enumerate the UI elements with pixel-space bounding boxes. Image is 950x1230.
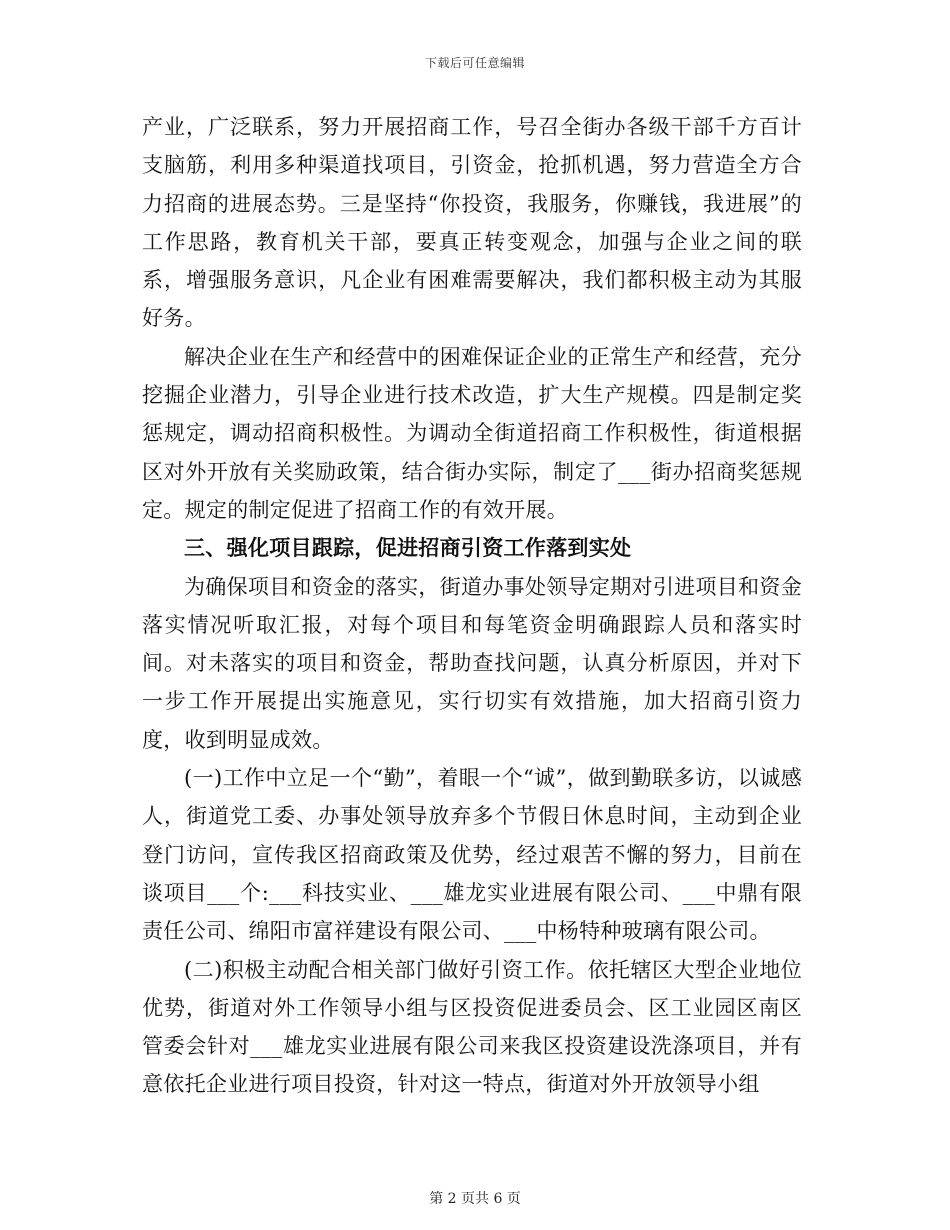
page-footer: 第 2 页共 6 页 xyxy=(429,1191,521,1207)
paragraph-item-one: (一)工作中立足一个“勤”，着眼一个“诚”，做到勤联多访，以诚感人，街道党工委、办事处领导放弃多个节假日休息时间，主动到企业登门访问，宣传我区招商政策及优势，经过艰苦不懈的努力，目前在谈项目___个:___科技实业、___雄龙实业进展有限公司、___中鼎有限责任公司、绵阳市富祥建设有限公司、___中杨特种玻璃有限公司。 xyxy=(142,766,802,944)
paragraph-item-two: (二)积极主动配合相关部门做好引资工作。依托辖区大型企业地位优势，街道对外工作领导小组与区投资促进委员会、区工业园区南区管委会针对___雄龙实业进展有限公司来我区投资建设洗涤项目，并有意依托企业进行项目投资，针对这一特点，街道对外开放领导小组 xyxy=(142,957,802,1097)
paragraph-continuation: 产业，广泛联系，努力开展招商工作，号召全街办各级干部千方百计支脑筋，利用多种渠道找项目，引资金，抢抓机遇，努力营造全方合力招商的进展态势。三是坚持“你投资，我服务，你赚钱，我进展”的工作思路，教育机关干部，要真正转变观念，加强与企业之间的联系，增强服务意识，凡企业有困难需要解决，我们都积极主动为其服好务。 xyxy=(142,115,802,331)
section-heading-three: 三、强化项目跟踪，促进招商引资工作落到实处 xyxy=(184,535,632,561)
paragraph-project-tracking: 为确保项目和资金的落实，街道办事处领导定期对引进项目和资金落实情况听取汇报，对每个项目和每笔资金明确跟踪人员和落实时间。对未落实的项目和资金，帮助查找问题，认真分析原因，并对下一步工作开展提出实施意见，实行切实有效措施，加大招商引资力度，收到明显成效。 xyxy=(142,574,802,752)
document-body xyxy=(142,108,802,1104)
page-header: 下载后可任意编辑 xyxy=(424,56,525,70)
paragraph-enterprise-support: 解决企业在生产和经营中的困难保证企业的正常生产和经营，充分挖掘企业潜力，引导企业进行技术改造，扩大生产规模。四是制定奖惩规定，调动招商积极性。为调动全街道招商工作积极性，街道根据区对外开放有关奖励政策，结合街办实际，制定了___街办招商奖惩规定。规定的制定促进了招商工作的有效开展。 xyxy=(142,344,802,522)
